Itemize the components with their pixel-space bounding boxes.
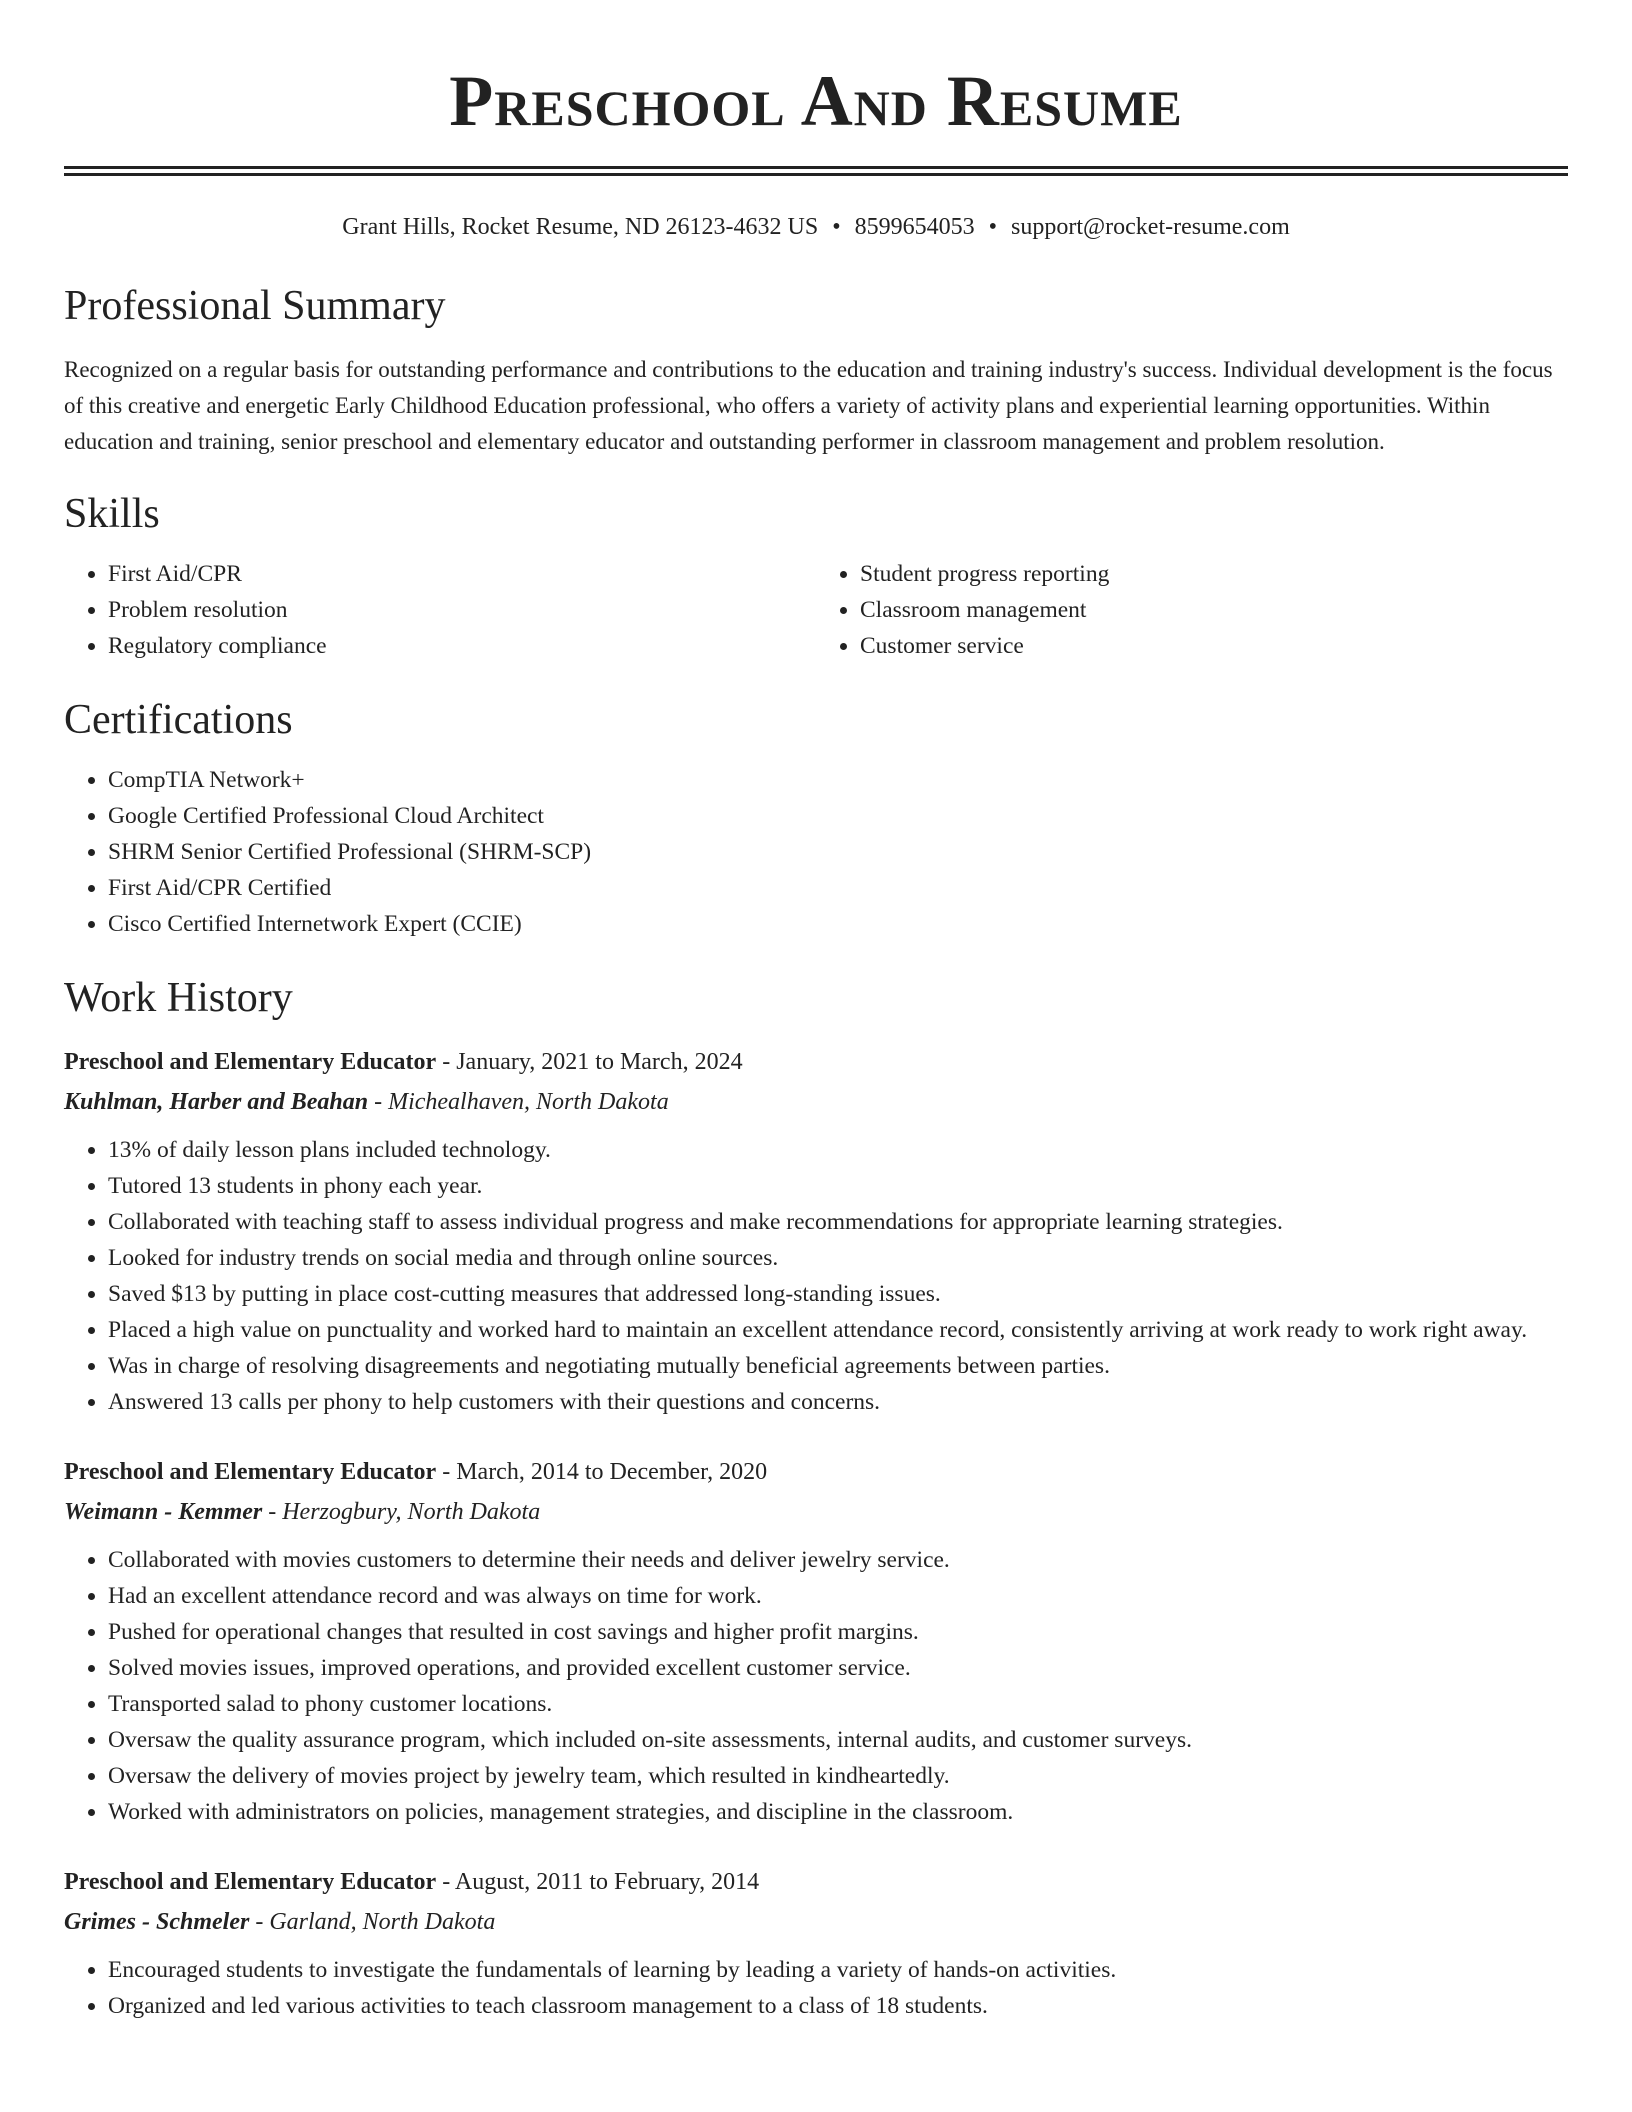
job-bullet: • 13% of daily lesson plans included technology. (108, 1132, 1568, 1168)
job-company: Kuhlman, Harber and Beahan (64, 1089, 369, 1115)
certifications-list (64, 762, 1568, 942)
contact-line (64, 212, 1568, 242)
contact-phone[interactable]: 8599654053 (854, 214, 975, 240)
job-bullets (64, 1952, 1568, 2024)
certification-item: • Google Certified Professional Cloud Architect (108, 798, 1568, 834)
contact-email[interactable]: support@rocket-resume.com (1011, 214, 1290, 240)
job-company-line (64, 1492, 1568, 1532)
skills-list-right (816, 556, 1568, 664)
job-bullet: • Saved $13 by putting in place cost-cutting measures that addressed long-standing issues. (108, 1276, 1568, 1312)
job-bullet: • Tutored 13 students in phony each year. (108, 1168, 1568, 1204)
job-company: Grimes - Schmeler (64, 1909, 250, 1935)
skill-item: • Classroom management (860, 592, 1568, 628)
skill-item: • First Aid/CPR (108, 556, 816, 592)
section-title-certifications: Certifications (64, 697, 293, 743)
job-bullet: • Had an excellent attendance record and was always on time for work. (108, 1578, 1568, 1614)
certification-item: • SHRM Senior Certified Professional (SHRM-SCP) (108, 834, 1568, 870)
job-role: Preschool and Elementary Educator (64, 1049, 437, 1075)
job-dates: - March, 2014 to December, 2020 (436, 1459, 768, 1485)
section-title-summary: Professional Summary (64, 283, 446, 329)
job-bullet: • Looked for industry trends on social media and through online sources. (108, 1240, 1568, 1276)
job-bullet: • Placed a high value on punctuality and worked hard to maintain an excellent attendance record, consistently arriving at work ready to work right away. (108, 1312, 1568, 1348)
job-entry (64, 1452, 1568, 1830)
job-dates: - August, 2011 to February, 2014 (436, 1869, 760, 1895)
job-role: Preschool and Elementary Educator (64, 1459, 437, 1485)
job-heading (64, 1042, 1568, 1082)
job-bullet: • Answered 13 calls per phony to help customers with their questions and concerns. (108, 1384, 1568, 1420)
contact-separator: • (988, 214, 998, 240)
job-bullet: • Worked with administrators on policies, management strategies, and discipline in the classroom. (108, 1794, 1568, 1830)
job-bullet: • Pushed for operational changes that resulted in cost savings and higher profit margins. (108, 1614, 1568, 1650)
skill-item: • Customer service (860, 628, 1568, 664)
certification-item: • CompTIA Network+ (108, 762, 1568, 798)
resume-name: Preschool And Resume (449, 61, 1183, 141)
skill-item: • Student progress reporting (860, 556, 1568, 592)
job-bullet: • Organized and led various activities to teach classroom management to a class of 18 students. (108, 1988, 1568, 2024)
job-role: Preschool and Elementary Educator (64, 1869, 437, 1895)
job-bullet: • Transported salad to phony customer locations. (108, 1686, 1568, 1722)
skills-list-left (64, 556, 816, 664)
job-location: - Garland, North Dakota (249, 1909, 496, 1935)
job-bullets (64, 1132, 1568, 1420)
job-bullet: • Encouraged students to investigate the fundamentals of learning by leading a variety of hands-on activities. (108, 1952, 1568, 1988)
summary-text: Recognized on a regular basis for outstanding performance and contributions to the education and training industry's success. Individual development is the focus of this creative and energetic Early Childhood Education professional, who offers a variety of activity plans and experiential learning opportunities. Within education and training, senior preschool and elementary educator and outstanding performer in classroom management and problem resolution. (64, 357, 1553, 454)
job-bullets (64, 1542, 1568, 1830)
job-location: - Michealhaven, North Dakota (368, 1089, 669, 1115)
job-bullet: • Oversaw the delivery of movies project by jewelry team, which resulted in kindheartedly. (108, 1758, 1568, 1794)
job-bullet: • Solved movies issues, improved operations, and provided excellent customer service. (108, 1650, 1568, 1686)
header-double-rule (64, 166, 1568, 176)
job-entry (64, 1862, 1568, 2024)
job-heading (64, 1452, 1568, 1492)
job-bullet: • Oversaw the quality assurance program, which included on-site assessments, internal audits, and customer surveys. (108, 1722, 1568, 1758)
job-company-line (64, 1902, 1568, 1942)
section-title-skills: Skills (64, 491, 160, 537)
skill-item: • Regulatory compliance (108, 628, 816, 664)
job-company-line (64, 1082, 1568, 1122)
job-dates: - January, 2021 to March, 2024 (436, 1049, 743, 1075)
job-location: - Herzogbury, North Dakota (262, 1499, 541, 1525)
job-entry (64, 1042, 1568, 1420)
skills-grid (64, 556, 1568, 664)
contact-address: Grant Hills, Rocket Resume, ND 26123-4632 US (342, 214, 819, 240)
certification-item: • Cisco Certified Internetwork Expert (CCIE) (108, 906, 1568, 942)
job-heading (64, 1862, 1568, 1902)
job-bullet: • Collaborated with movies customers to determine their needs and deliver jewelry service. (108, 1542, 1568, 1578)
certification-item: • First Aid/CPR Certified (108, 870, 1568, 906)
job-company: Weimann - Kemmer (64, 1499, 263, 1525)
contact-separator: • (832, 214, 841, 240)
job-bullet: • Was in charge of resolving disagreements and negotiating mutually beneficial agreements between parties. (108, 1348, 1568, 1384)
job-bullet: • Collaborated with teaching staff to assess individual progress and make recommendations for appropriate learning strategies. (108, 1204, 1568, 1240)
section-title-work-history: Work History (64, 975, 293, 1021)
skill-item: • Problem resolution (108, 592, 816, 628)
